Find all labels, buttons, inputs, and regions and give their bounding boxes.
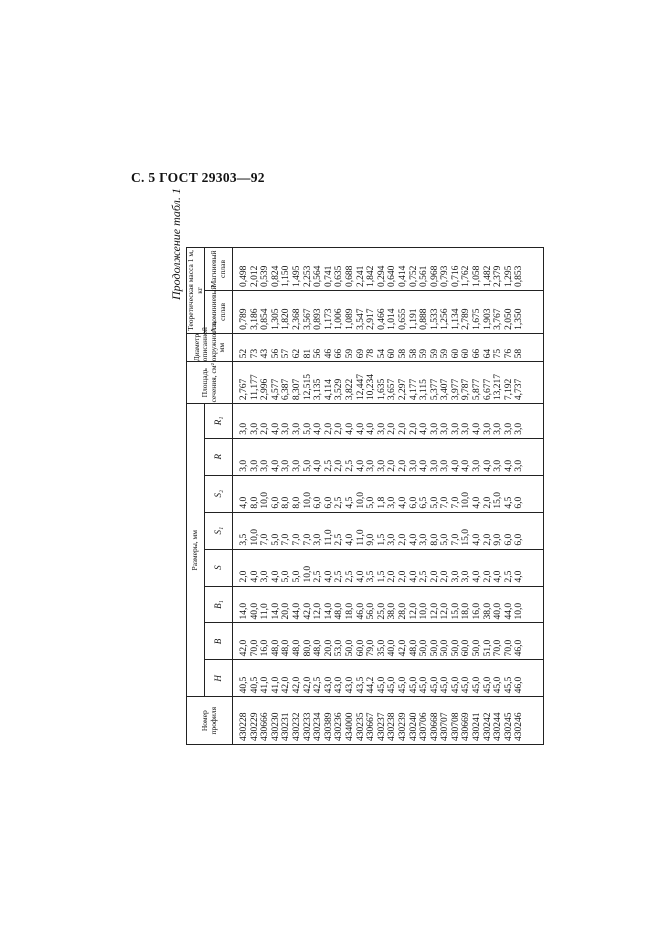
- header-B: B: [205, 623, 233, 660]
- header-sizes-group: Размеры, мм: [187, 404, 205, 697]
- header-S2: S₂: [205, 475, 233, 512]
- cells-B: 42,0 70,0 16,0 48,0 48,0 48,0 80,0 48,0 20,0 53,0 50,0 60,0 79,0 35,0 40,0 42,0 48,0 50,0 50,0 50,0 50,0 60,0 50,0 51,0 70,0 70,0 46,0: [233, 623, 544, 660]
- header-mass-group: Теоретическая масса 1 м, кг: [187, 248, 205, 334]
- header-profile: Номер профиля: [187, 697, 233, 745]
- cells-al: 0,789 3,186 0,854 1,305 1,820 2,368 3,567 0,893 1,173 1,006 1,089 3,547 2,917 0,466 1,014 0,655 1,191 0,888 1,533 1,256 1,134 2,789 1,675 1,903 3,767 2,050 1,350: [233, 290, 544, 333]
- cells-R: 3,0 3,0 3,0 4,0 3,0 3,0 5,0 4,0 2,5 2,0 2,5 4,0 3,0 3,0 2,0 2,0 3,0 4,0 3,0 3,0 4,0 4,0 3,0 4,0 3,0 4,0 3,0: [233, 438, 544, 475]
- cells-S: 2,0 4,0 3,0 4,0 5,0 5,0 10,0 2,5 4,0 2,5 2,5 4,0 3,5 1,5 2,0 2,0 4,0 2,5 2,0 2,0 3,0 3,0 4,0 2,0 4,0 2,5 4,0: [233, 549, 544, 586]
- header-R1: R₁: [205, 404, 233, 439]
- rotated-table-container: [186, 247, 544, 745]
- cells-diameter: 52 73 43 56 57 62 81 56 46 66 59 69 78 54 60 58 58 59 59 59 60 60 66 64 75 76 58: [233, 333, 544, 362]
- cells-R1: 3,0 3,0 2,0 4,0 3,0 3,0 5,0 4,0 2,0 2,0 4,0 4,0 4,0 3,0 2,0 2,0 2,0 4,0 3,0 3,0 3,0 3,0 4,0 3,0 3,0 3,0 3,0: [233, 404, 544, 439]
- page-header: С. 5 ГОСТ 29303—92: [131, 170, 265, 185]
- header-H: H: [205, 660, 233, 697]
- header-al: Алюминиевый сплав: [205, 290, 233, 333]
- cells-H: 40,5 40,5 41,0 41,0 42,0 42,0 42,0 42,5 43,0 43,0 43,0 43,5 44,2 45,0 45,0 45,0 45,0 45,0 45,0 45,0 45,0 45,0 45,0 45,0 45,0 45,5 46,0: [233, 660, 544, 697]
- cells-S2: 4,0 8,0 10,0 6,0 8,0 8,0 10,0 6,0 6,0 2,5 4,5 10,0 5,0 1,8 3,0 4,0 6,0 6,5 5,0 7,0 7,0 10,0 4,0 2,0 15,0 4,5 6,0: [233, 475, 544, 512]
- profiles-table: [186, 247, 544, 745]
- header-area: Площадь сечения, см²: [187, 362, 233, 404]
- cells-B1: 14,0 40,0 11,0 14,0 20,0 44,0 42,0 12,0 14,0 48,0 18,0 46,0 56,0 25,0 38,0 28,0 12,0 10,0 12,0 12,0 15,0 18,0 16,0 38,0 40,0 44,0 10,0: [233, 586, 544, 623]
- header-mg: Магниевый сплав: [205, 248, 233, 291]
- header-S1: S₁: [205, 512, 233, 549]
- cells-area: 2,767 11,177 2,996 4,577 6,387 8,307 12,515 3,135 4,114 3,529 3,822 12,447 10,234 1,635 3,657 2,297 4,177 3,115 5,377 3,407 3,977 9,787 5,877 6,677 13,217 7,192 4,737: [233, 362, 544, 404]
- cells-mg: 0,498 2,012 0,539 0,824 1,150 1,495 2,253 0,564 0,741 0,635 0,688 2,241 1,842 0,294 0,640 0,414 0,752 0,561 0,968 0,793 0,716 1,762 1,058 1,482 2,379 1,295 0,853: [233, 248, 544, 291]
- header-B1: B₁: [205, 586, 233, 623]
- cells-S1: 3,5 10,0 7,0 5,0 7,0 7,0 7,0 3,0 11,0 2,5 4,0 11,0 9,0 1,5 3,0 2,0 4,0 3,0 8,0 5,0 7,0 15,0 4,0 2,0 9,0 6,0 6,0: [233, 512, 544, 549]
- header-diameter: Диаметр описанной окружности, мм: [187, 333, 233, 362]
- header-R: R: [205, 438, 233, 475]
- cells-profile: 430228 430229 430666 430230 430231 430232 430233 430234 430389 430236 434000 430235 430667 430237 430238 430239 430240 430706 430668 430707 430708 430669 430241 430242 430244 430245 430246: [233, 697, 544, 745]
- table-caption: Продолжение табл. 1: [169, 188, 183, 300]
- header-S: S: [205, 549, 233, 586]
- table-body-row: [233, 248, 544, 745]
